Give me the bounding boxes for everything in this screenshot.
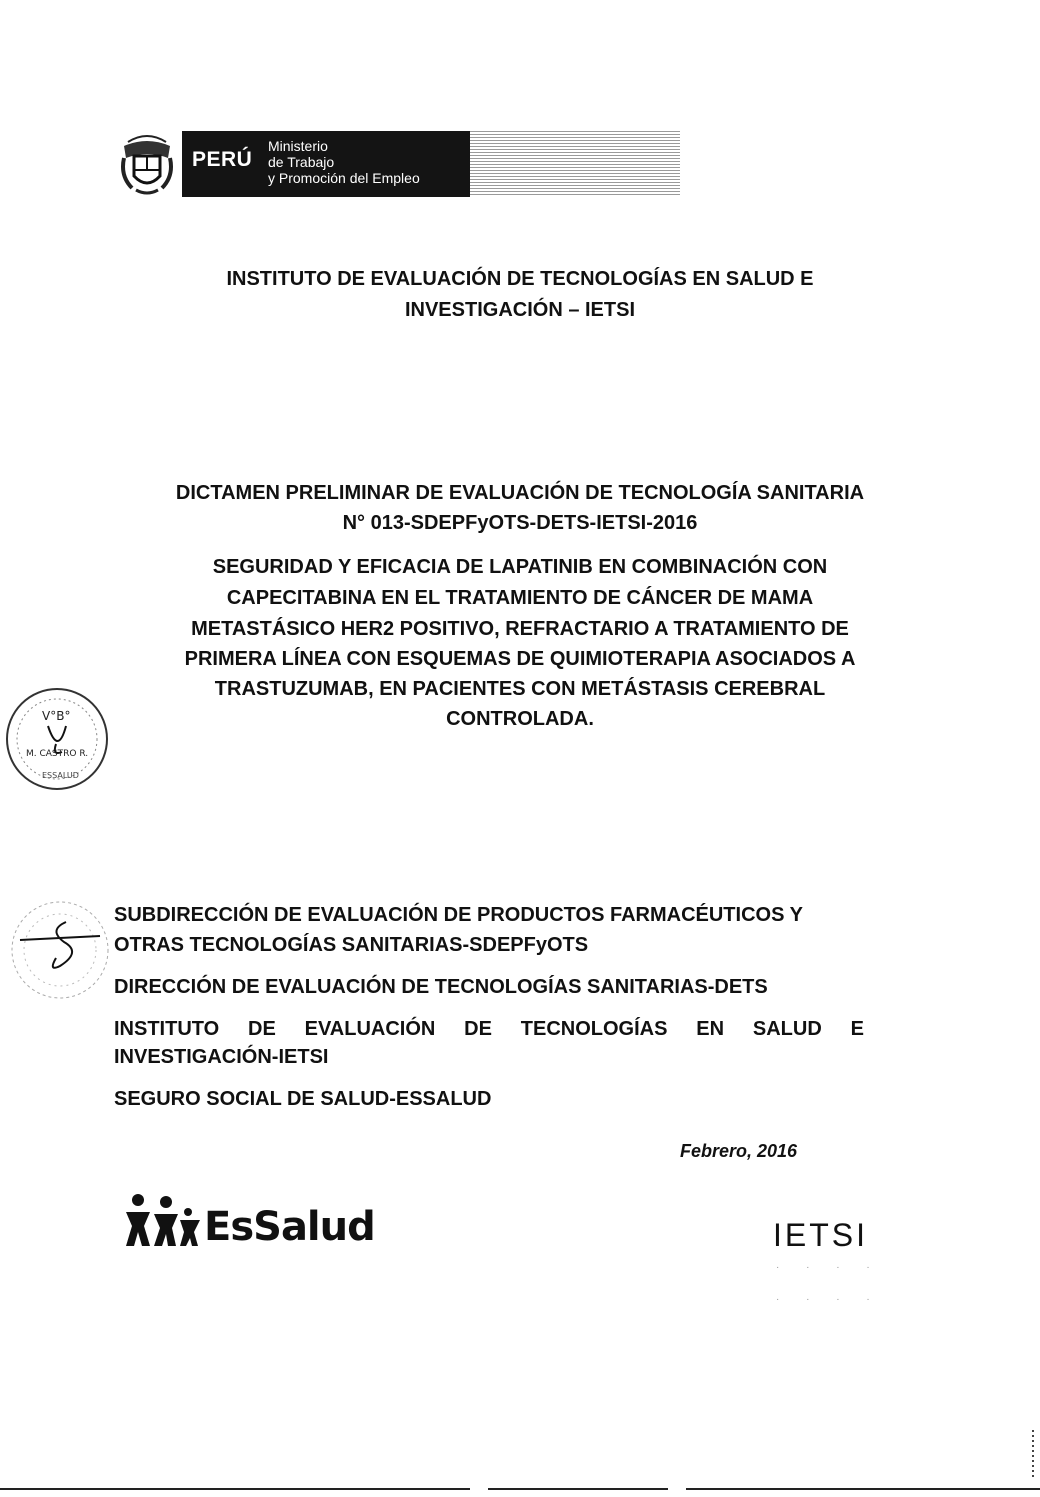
- subject-line: PRIMERA LÍNEA CON ESQUEMAS DE QUIMIOTERAPIA ASOCIADOS A: [184, 648, 856, 670]
- institute-title-line: INSTITUTO DE EVALUACIÓN DE TECNOLOGÍAS EN SALUD E: [226, 268, 814, 290]
- document-date: Febrero, 2016: [680, 1141, 798, 1161]
- dictamen-number: N° 013-SDEPFyOTS-DETS-IETSI-2016: [342, 512, 698, 534]
- ministry-line: de Trabajo: [268, 154, 335, 170]
- instituto-word: DE: [464, 1018, 492, 1040]
- seguro-line: SEGURO SOCIAL DE SALUD-ESSALUD: [114, 1088, 492, 1110]
- logo-pattern: [470, 131, 680, 197]
- essalud-figures-icon: [122, 1192, 206, 1250]
- ministry-line: y Promoción del Empleo: [268, 170, 420, 186]
- ministry-line: Ministerio: [268, 138, 328, 154]
- ministry-name: [260, 131, 470, 197]
- instituto-word: TECNOLOGÍAS: [520, 1018, 668, 1040]
- instituto-line-2: INVESTIGACIÓN-IETSI: [114, 1046, 329, 1068]
- instituto-line: [114, 1018, 864, 1041]
- essalud-logo-text: EsSalud: [204, 1204, 375, 1250]
- subject-line: TRASTUZUMAB, EN PACIENTES CON METÁSTASIS CEREBRAL: [214, 678, 826, 700]
- approval-stamp-icon: [4, 686, 110, 792]
- signature-stamp-icon: [8, 896, 112, 1004]
- ministry-logo: [118, 128, 680, 198]
- subdireccion-line: SUBDIRECCIÓN DE EVALUACIÓN DE PRODUCTOS FARMACÉUTICOS Y: [114, 904, 803, 926]
- ietsi-faint-mark: · · · ·: [776, 1294, 882, 1305]
- instituto-word: DE: [248, 1018, 276, 1040]
- instituto-word: EVALUACIÓN: [304, 1018, 436, 1040]
- direccion-line: DIRECCIÓN DE EVALUACIÓN DE TECNOLOGÍAS SANITARIAS-DETS: [114, 976, 768, 998]
- country-label: PERÚ: [192, 148, 253, 171]
- ietsi-faint-mark: · · · ·: [776, 1262, 882, 1273]
- instituto-word: E: [850, 1018, 864, 1040]
- ietsi-logo-text: IETSI: [773, 1217, 869, 1253]
- subject-line: METASTÁSICO HER2 POSITIVO, REFRACTARIO A TRATAMIENTO DE: [191, 618, 849, 640]
- subject-line: CAPECITABINA EN EL TRATAMIENTO DE CÁNCER DE MAMA: [226, 587, 814, 609]
- subdireccion-line: OTRAS TECNOLOGÍAS SANITARIAS-SDEPFyOTS: [114, 934, 589, 956]
- coat-of-arms-icon: [118, 128, 176, 198]
- instituto-word: EN: [696, 1018, 725, 1040]
- stamp-name-text: M. CASTRO R.: [26, 749, 89, 759]
- instituto-word: INSTITUTO: [114, 1018, 220, 1040]
- instituto-word: SALUD: [752, 1018, 822, 1040]
- scan-edge-marks: [1032, 1430, 1034, 1478]
- subject-line: CONTROLADA.: [446, 708, 594, 730]
- scan-border-line: [0, 1488, 1040, 1490]
- subject-line: SEGURIDAD Y EFICACIA DE LAPATINIB EN COMBINACIÓN CON: [212, 556, 828, 578]
- dictamen-title: DICTAMEN PRELIMINAR DE EVALUACIÓN DE TECNOLOGÍA SANITARIA: [175, 482, 865, 504]
- stamp-vb-text: V°B°: [42, 709, 71, 723]
- stamp-org-text: ESSALUD: [42, 771, 79, 780]
- institute-title-line: INVESTIGACIÓN – IETSI: [404, 299, 636, 321]
